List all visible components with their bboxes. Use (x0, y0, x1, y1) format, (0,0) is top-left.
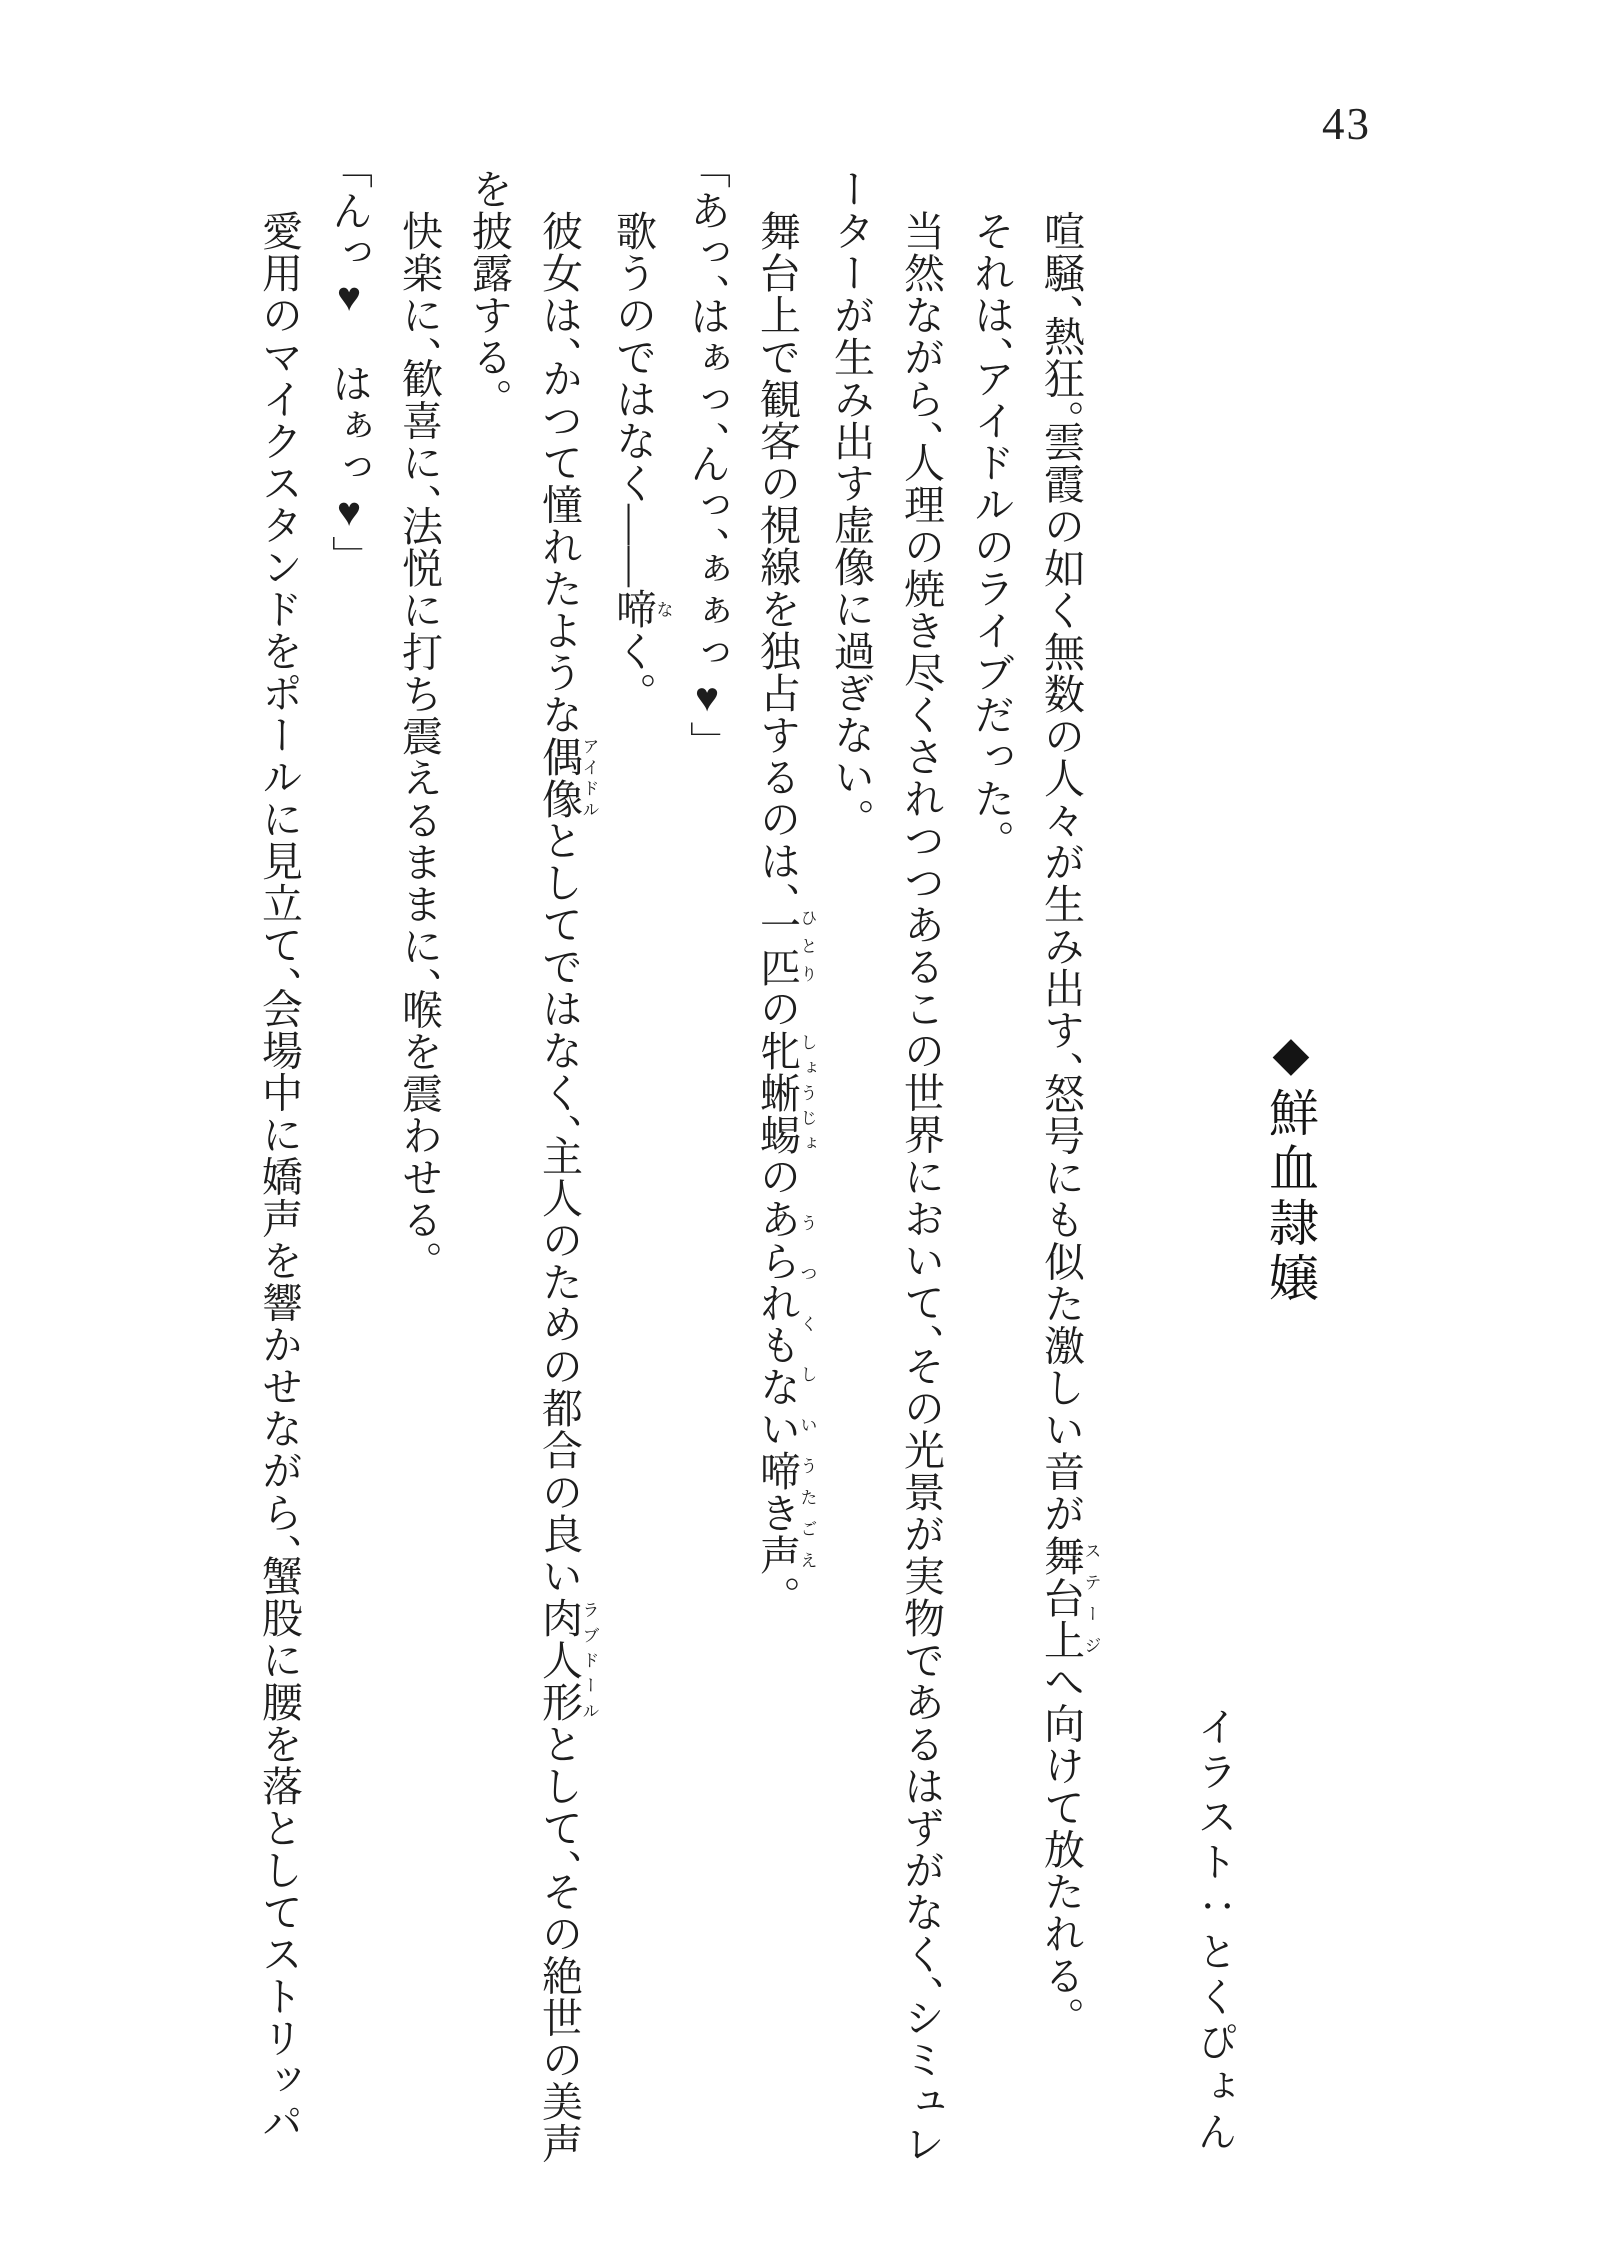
text-line: 彼女は、かつて憧れたような偶像アイドルとしてではなく、主人のための都合の良い肉人形ラブドールとして、その絶世の美声 (536, 210, 599, 2165)
body-text (230, 168, 1100, 2178)
ruby-annotated-text: あられもないうつくしい (754, 1197, 817, 1450)
ruby-annotated-text: 偶像アイドル (536, 735, 599, 820)
text-line: 快楽に、歓喜に、法悦に打ち震えるままに、喉を震わせる。 (396, 210, 442, 1262)
illustrator-credit: イラスト：とくぴょん (1192, 1706, 1237, 2156)
text-line: 歌うのではなく――啼なく。 (610, 210, 673, 694)
ruby-annotated-text: 啼な (610, 588, 673, 630)
text-line: 「あっ、はぁっ、んっ、ぁぁっ♥」 (684, 168, 730, 743)
text-line: 喧騒、熱狂。雲霞の如く無数の人々が生み出す、怒号にも似た激しい音が舞台上ステージへ向けて放たれる。 (1038, 210, 1101, 2018)
diamond-icon: ◆ (1264, 1026, 1317, 1087)
text-line: 「んっ♥ はぁっ♥」 (326, 168, 372, 557)
text-line: 舞台上で観客の視線を独占するのは、一匹ひとりの牝蜥蜴しょうじょのあられもないうつくしい啼き声うたごえ。 (754, 210, 817, 1597)
ruby-annotated-text: 一匹ひとり (754, 903, 817, 988)
text-line: それは、アイドルのライブだった。 (968, 210, 1014, 841)
text-line: 愛用のマイクスタンドをポールに見立て、会場中に嬌声を響かせながら、蟹股に腰を落としてストリッパ (256, 210, 302, 2143)
ruby-annotated-text: 舞台上ステージ (1038, 1534, 1101, 1661)
ruby-annotated-text: 牝蜥蜴しょうじょ (754, 1029, 817, 1156)
page-number: 43 (1322, 99, 1371, 149)
text-line: 当然ながら、人理の焼き尽くされつつあるこの世界において、その光景が実物であるはずがなく、シミュレ (898, 210, 944, 2165)
text-line: を披露する。 (466, 168, 512, 400)
ruby-annotated-text: 肉人形ラブドール (536, 1597, 599, 1723)
text-line: ーターが生み出す虚像に過ぎない。 (828, 168, 874, 820)
chapter-title-text: 鮮血隷嬢 (1262, 1087, 1318, 1307)
ruby-annotated-text: 啼き声うたごえ (754, 1449, 817, 1576)
chapter-title (1254, 1026, 1326, 1307)
